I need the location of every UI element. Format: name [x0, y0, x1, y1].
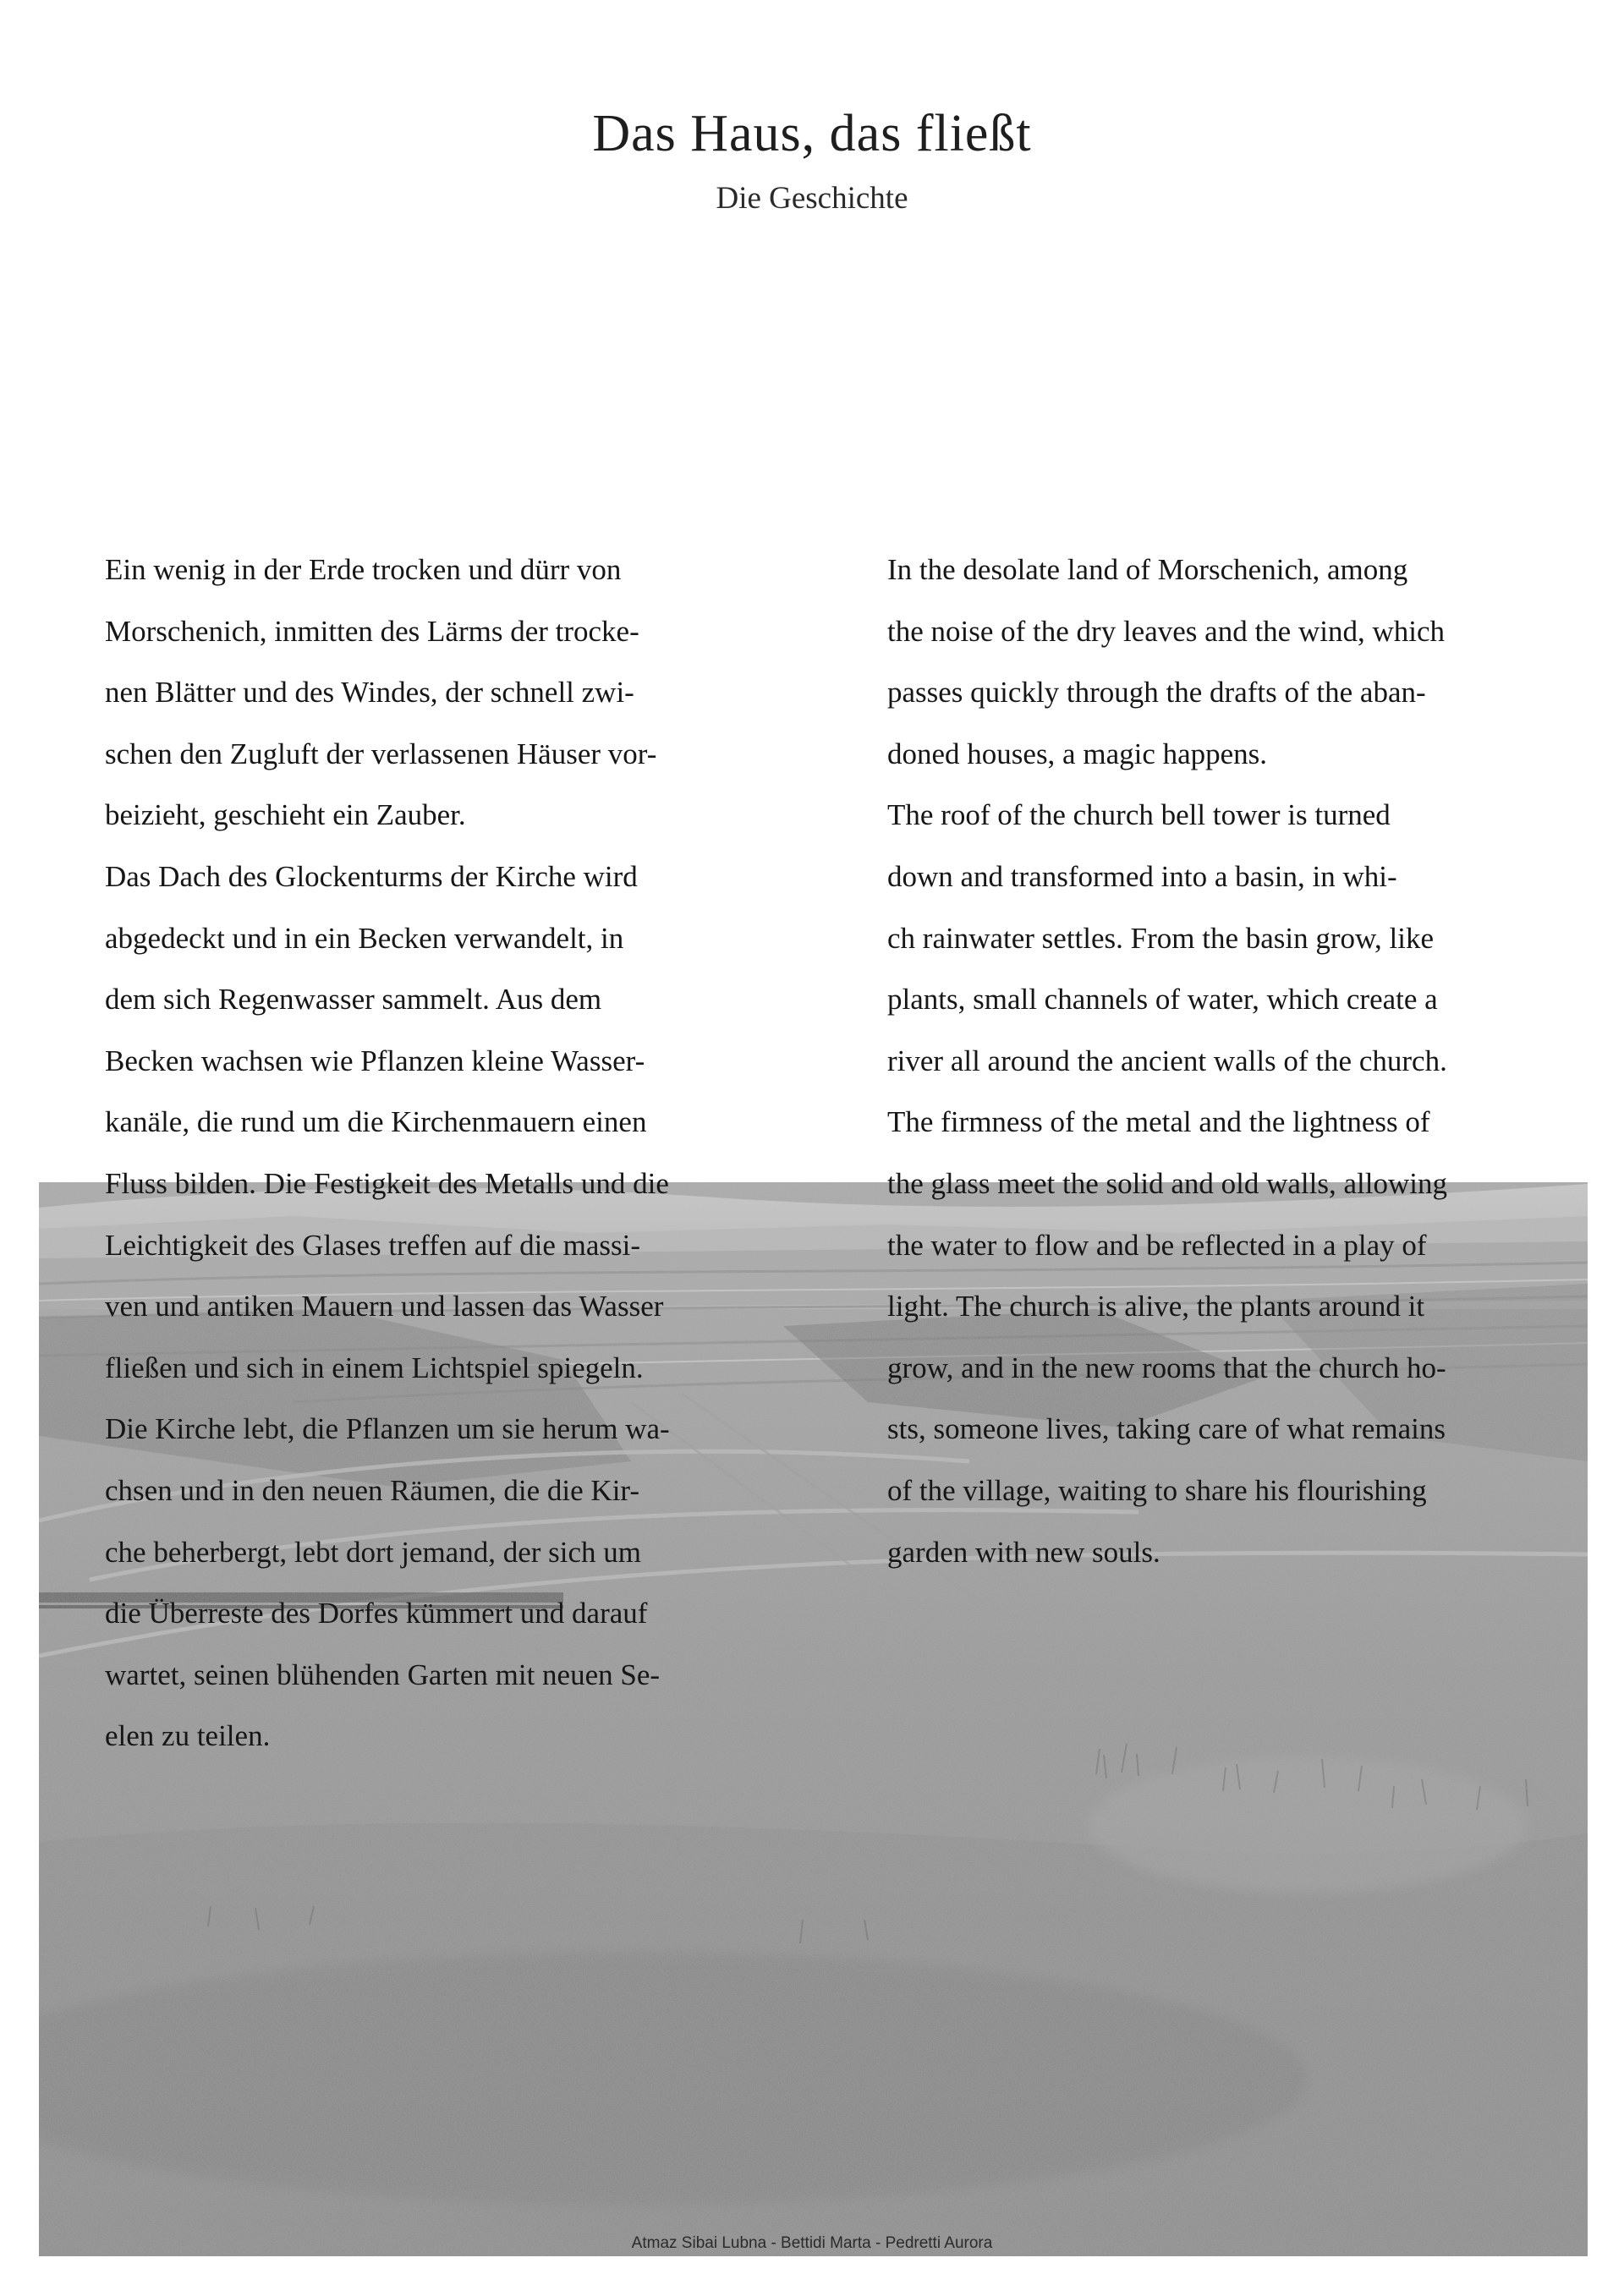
text-line: fließen und sich in einem Lichtspiel spiegeln. — [105, 1351, 644, 1384]
text-line: of the village, waiting to share his flourishing — [887, 1473, 1427, 1507]
page-title: Das Haus, das fließt — [592, 105, 1032, 162]
text-line: the glass meet the solid and old walls, allowing — [887, 1166, 1447, 1200]
text-line: ch rainwater settles. From the basin grow, like — [887, 921, 1435, 955]
german-text-column — [105, 540, 782, 1767]
text-line: beizieht, geschieht ein Zauber. — [105, 798, 466, 832]
text-line: light. The church is alive, the plants around it — [887, 1290, 1425, 1323]
text-line: the noise of the dry leaves and the wind, which — [887, 614, 1445, 648]
english-text-column — [887, 540, 1564, 1583]
text-line: grow, and in the new rooms that the church ho- — [887, 1351, 1446, 1384]
text-line: Morschenich, inmitten des Lärms der trocke- — [105, 614, 639, 648]
text-line: river all around the ancient walls of the church. — [887, 1044, 1447, 1077]
text-line: Leichtigkeit des Glases treffen auf die massi- — [105, 1228, 641, 1262]
text-line: sts, someone lives, taking care of what remains — [887, 1412, 1446, 1446]
text-line: nen Blätter und des Windes, der schnell zwi- — [105, 676, 634, 710]
text-line: Ein wenig in der Erde trocken und dürr von — [105, 553, 622, 586]
text-line: Die Kirche lebt, die Pflanzen um sie herum wa- — [105, 1412, 670, 1446]
text-line: doned houses, a magic happens. — [887, 737, 1268, 770]
text-line: die Überreste des Dorfes kümmert und darauf — [105, 1597, 648, 1630]
text-line: schen den Zugluft der verlassenen Häuser vor- — [105, 737, 657, 770]
text-line: passes quickly through the drafts of the aban- — [887, 676, 1426, 710]
text-line: The roof of the church bell tower is turned — [887, 798, 1391, 832]
document-header — [0, 100, 1624, 218]
text-line: plants, small channels of water, which create a — [887, 983, 1438, 1016]
text-line: Das Dach des Glockenturms der Kirche wird — [105, 859, 638, 893]
text-line: wartet, seinen blühenden Garten mit neuen Se- — [105, 1658, 661, 1691]
credits: Atmaz Sibai Lubna - Bettidi Marta - Pedretti Aurora — [631, 2234, 993, 2252]
text-line: dem sich Regenwasser sammelt. Aus dem — [105, 983, 602, 1016]
text-line: the water to flow and be reflected in a play of — [887, 1228, 1427, 1262]
text-line: The firmness of the metal and the lightness of — [887, 1105, 1430, 1139]
text-line: abgedeckt und in ein Becken verwandelt, in — [105, 921, 624, 955]
page-subtitle: Die Geschichte — [716, 181, 908, 216]
text-line: garden with new souls. — [887, 1535, 1160, 1569]
text-line: In the desolate land of Morschenich, among — [887, 553, 1408, 586]
text-line: down and transformed into a basin, in whi- — [887, 859, 1397, 893]
text-line: Fluss bilden. Die Festigkeit des Metalls und die — [105, 1166, 669, 1200]
text-line: Becken wachsen wie Pflanzen kleine Wasser- — [105, 1044, 645, 1077]
text-line: che beherbergt, lebt dort jemand, der sich um — [105, 1535, 641, 1569]
text-line: kanäle, die rund um die Kirchenmauern einen — [105, 1105, 647, 1139]
text-line: ven und antiken Mauern und lassen das Wasser — [105, 1290, 664, 1323]
text-line: chsen und in den neuen Räumen, die die Kir- — [105, 1473, 640, 1507]
text-line: elen zu teilen. — [105, 1719, 271, 1753]
